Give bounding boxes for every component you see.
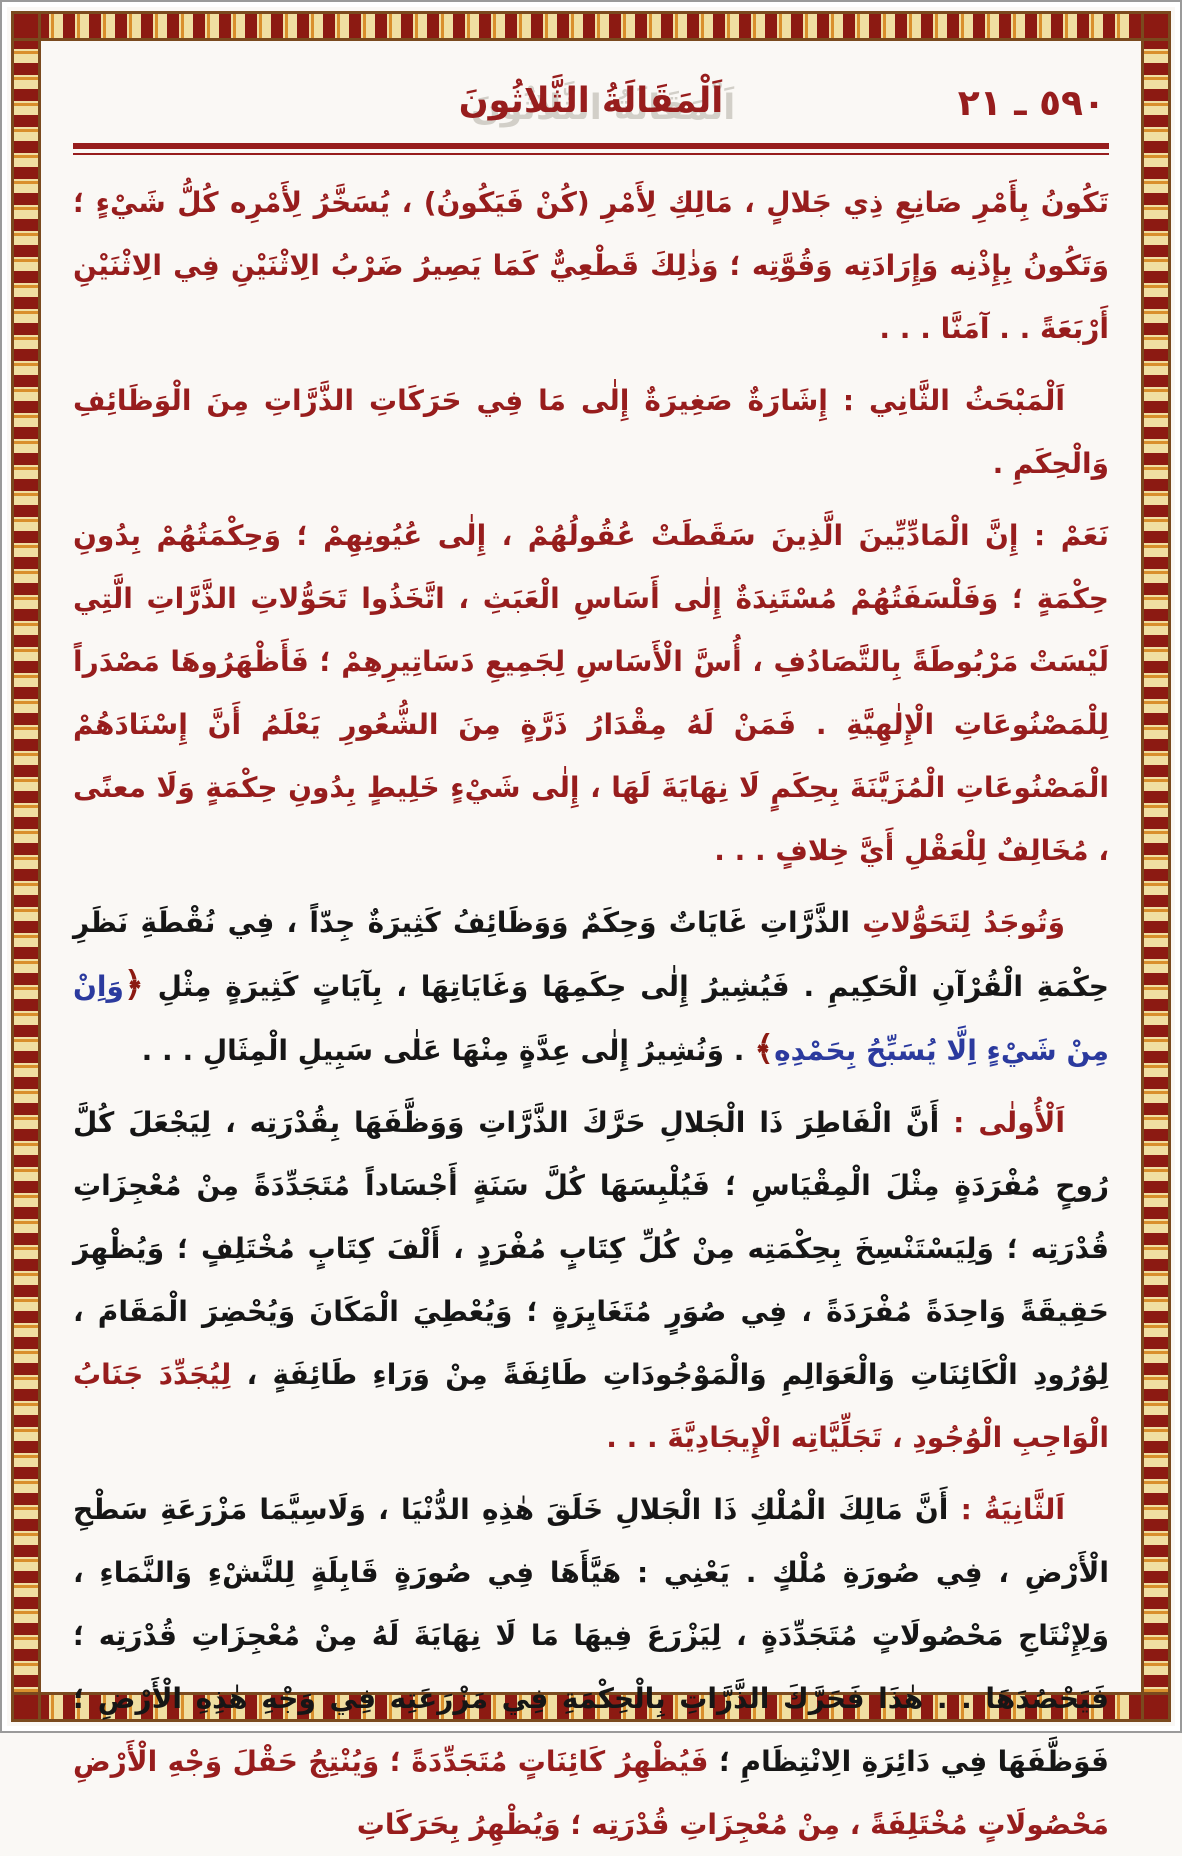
ornamental-border-corner-bottom-left [11, 1692, 41, 1722]
page-content [47, 47, 1135, 1841]
ornamental-border-right [1141, 11, 1171, 1722]
second-example-label: اَلثَّانِيَةُ : [948, 1493, 1065, 1526]
quran-open-bracket-ornament: ﴿ [123, 965, 144, 1005]
ornamental-border-left [11, 11, 41, 1722]
ornamental-border-top [11, 11, 1171, 41]
paragraph-intro-text: تَكُونُ بِأَمْرِ صَانِعِ ذِي جَلالٍ ، مَالِكِ لِأَمْرِ (كُنْ فَيَكُونُ) ، يُسَخَّرُ لِأَمْرِه كُلُّ شَيْءٍ ؛ وَتَكُونُ بِإِذْنِه وَإِرَادَتِه وَقُوَّتِه ؛ وَذٰلِكَ قَطْعِيٌّ كَمَا يَصِيرُ ضَرْبُ الِاثْنَيْنِ فِي الِاثْنَيْنِ أَرْبَعَةً . . آمَنَّا . . . [73, 186, 1109, 345]
paragraph-second-topic-heading [73, 369, 1109, 495]
document-body [73, 171, 1109, 1856]
second-topic-heading-text: اَلْمَبْحَثُ الثَّانِي : إِشَارَةٌ صَغِيرَةٌ إِلٰى مَا فِي حَرَكَاتِ الذَّرَّاتِ مِنَ الْوَظَائِفِ وَالْحِكَمِ . [73, 384, 1109, 480]
page-title: اَلْمَقَالَةُ الثَّلاثُونَ [458, 81, 724, 121]
ornamental-border-corner-top-right [1141, 11, 1171, 41]
page-header [73, 73, 1109, 143]
paragraph-materialists-text: نَعَمْ : إِنَّ الْمَادِّيِّينَ الَّذِينَ سَقَطَتْ عُقُولُهُمْ ، إِلٰى عُيُونِهِمْ ؛ وَحِكْمَتُهُمْ بِدُونِ حِكْمَةٍ ؛ وَفَلْسَفَتُهُمْ مُسْتَنِدَةٌ إِلٰى أَسَاسِ الْعَبَثِ ، اتَّخَذُوا تَحَوُّلاتِ الذَّرَّاتِ الَّتِي لَيْسَتْ مَرْبُوطَةً بِالتَّصَادُفِ ، أُسَّ الْأَسَاسِ لِجَمِيعِ دَسَاتِيرِهِمْ ؛ فَأَظْهَرُوهَا مَصْدَراً لِلْمَصْنُوعَاتِ الْإِلٰهِيَّةِ . فَمَنْ لَهُ مِقْدَارُ ذَرَّةٍ مِنَ الشُّعُورِ يَعْلَمُ أَنَّ إِسْنَادَهُمْ الْمَصْنُوعَاتِ الْمُزَيَّنَةَ بِحِكَمٍ لَا نِهَايَةَ لَهَا ، إِلٰى شَيْءٍ خَلِيطٍ بِدُونِ حِكْمَةٍ وَلَا معنًى ، مُخَالِفٌ لِلْعَقْلِ أَيَّ خِلافٍ . . . [73, 519, 1109, 867]
paragraph-first-example [73, 1091, 1109, 1469]
first-example-body-text: أَنَّ الْفَاطِرَ ذَا الْجَلالِ حَرَّكَ الذَّرَّاتِ وَوَظَّفَهَا بِقُدْرَتِه ، لِيَجْعَلَ كُلَّ رُوحٍ مُفْرَدَةٍ مِثْلَ الْمِقْيَاسِ ؛ فَيُلْبِسَهَا كُلَّ سَنَةٍ أَجْسَاداً مُتَجَدِّدَةً مِنْ مُعْجِزَاتِ قُدْرَتِه ؛ وَلِيَسْتَنْسِخَ بِحِكْمَتِه مِنْ كُلِّ كِتَابٍ مُفْرَدٍ ، أَلْفَ كِتَابٍ مُخْتَلِفٍ ؛ وَيُظْهِرَ حَقِيقَةً وَاحِدَةً مُفْرَدَةً ، فِي صُوَرٍ مُتَغَايِرَةٍ ؛ وَيُعْطِيَ الْمَكَانَ وَيُحْضِرَ الْمَقَامَ ، لِوُرُودِ الْكَائِنَاتِ وَالْعَوَالِمِ وَالْمَوْجُودَاتِ طَائِفَةً مِنْ وَرَاءِ طَائِفَةٍ ، [73, 1106, 1109, 1391]
first-example-label: اَلْأُولٰى : [939, 1106, 1066, 1139]
second-example-body-text: أَنَّ مَالِكَ الْمُلْكِ ذَا الْجَلالِ خَلَقَ هٰذِهِ الدُّنْيَا ، وَلَاسِيَّمَا مَزْرَعَةِ سَطْحِ الْأَرْضِ ، فِي صُورَةِ مُلْكٍ . يَعْنِي : هَيَّأَهَا فِي صُورَةٍ قَابِلَةٍ لِلنَّشْءِ وَالنَّمَاءِ ، وَلِإِنْتَاجِ مَحْصُولَاتٍ مُتَجَدِّدَةٍ ، لِيَزْرَعَ فِيهَا مَا لَا نِهَايَةَ لَهُ مِنْ مُعْجِزَاتِ قُدْرَتِه ؛ فَيَحْصُدَهَا . . هٰذَا فَحَرَّكَ الذَّرَّاتِ بِالْحِكْمَةِ فِي مَزْرَعَتِه فِي وَجْهِ هٰذِهِ الْأَرْضِ ؛ فَوَظَّفَهَا فِي دَائِرَةِ الِانْتِظَامِ ؛ [73, 1493, 1109, 1778]
second-example-highlight-text: فَيُظْهِرُ كَائِنَاتٍ مُتَجَدِّدَةً ؛ وَيُنْتِجُ حَقْلَ وَجْهِ الْأَرْضِ مَحْصُولَاتٍ مُخْتَلِفَةً ، مِنْ مُعْجِزَاتِ قُدْرَتِه ؛ وَيُظْهِرُ بِحَرَكَاتِ [73, 1745, 1109, 1841]
transformations-tail-text: . وَنُشِيرُ إِلٰى عِدَّةٍ مِنْهَا عَلٰى سَبِيلِ الْمِثَالِ . . . [141, 1034, 755, 1067]
quran-verse-text: وَاِنْ مِنْ شَيْءٍ اِلَّا يُسَبِّحُ بِحَمْدِهِ [73, 970, 1109, 1067]
page-background [7, 7, 1175, 1841]
paragraph-transformations [73, 891, 1109, 1082]
ornamental-border-corner-bottom-right [1141, 1692, 1171, 1722]
transformations-lead-text: وَتُوجَدُ لِتَحَوُّلاتِ [850, 906, 1065, 939]
header-double-rule [73, 143, 1109, 155]
transformations-body-text: الذَّرَّاتِ غَايَاتٌ وَحِكَمٌ وَوَظَائِفُ كَثِيرَةٌ جِدّاً ، فِي نُقْطَةِ نَظَرِ حِكْمَةِ الْقُرْآنِ الْحَكِيمِ . فَيُشِيرُ إِلٰى حِكَمِهَا وَغَايَاتِهَا ، بِآيَاتٍ كَثِيرَةٍ مِثْلِ [73, 906, 1109, 1003]
first-example-highlight-text: لِيُجَدِّدَ جَنَابُ الْوَاجِبِ الْوُجُودِ ، تَجَلِّيَّاتِه الْإِيجَادِيَّةَ . . . [73, 1358, 1109, 1454]
paragraph-second-example [73, 1478, 1109, 1856]
ornamental-border-corner-top-left [11, 11, 41, 41]
paragraph-intro [73, 171, 1109, 360]
quran-close-bracket-ornament: ﴾ [754, 1029, 775, 1069]
page-number: ٥٩٠ ـ ٢١ [957, 83, 1105, 124]
paragraph-materialists [73, 504, 1109, 882]
